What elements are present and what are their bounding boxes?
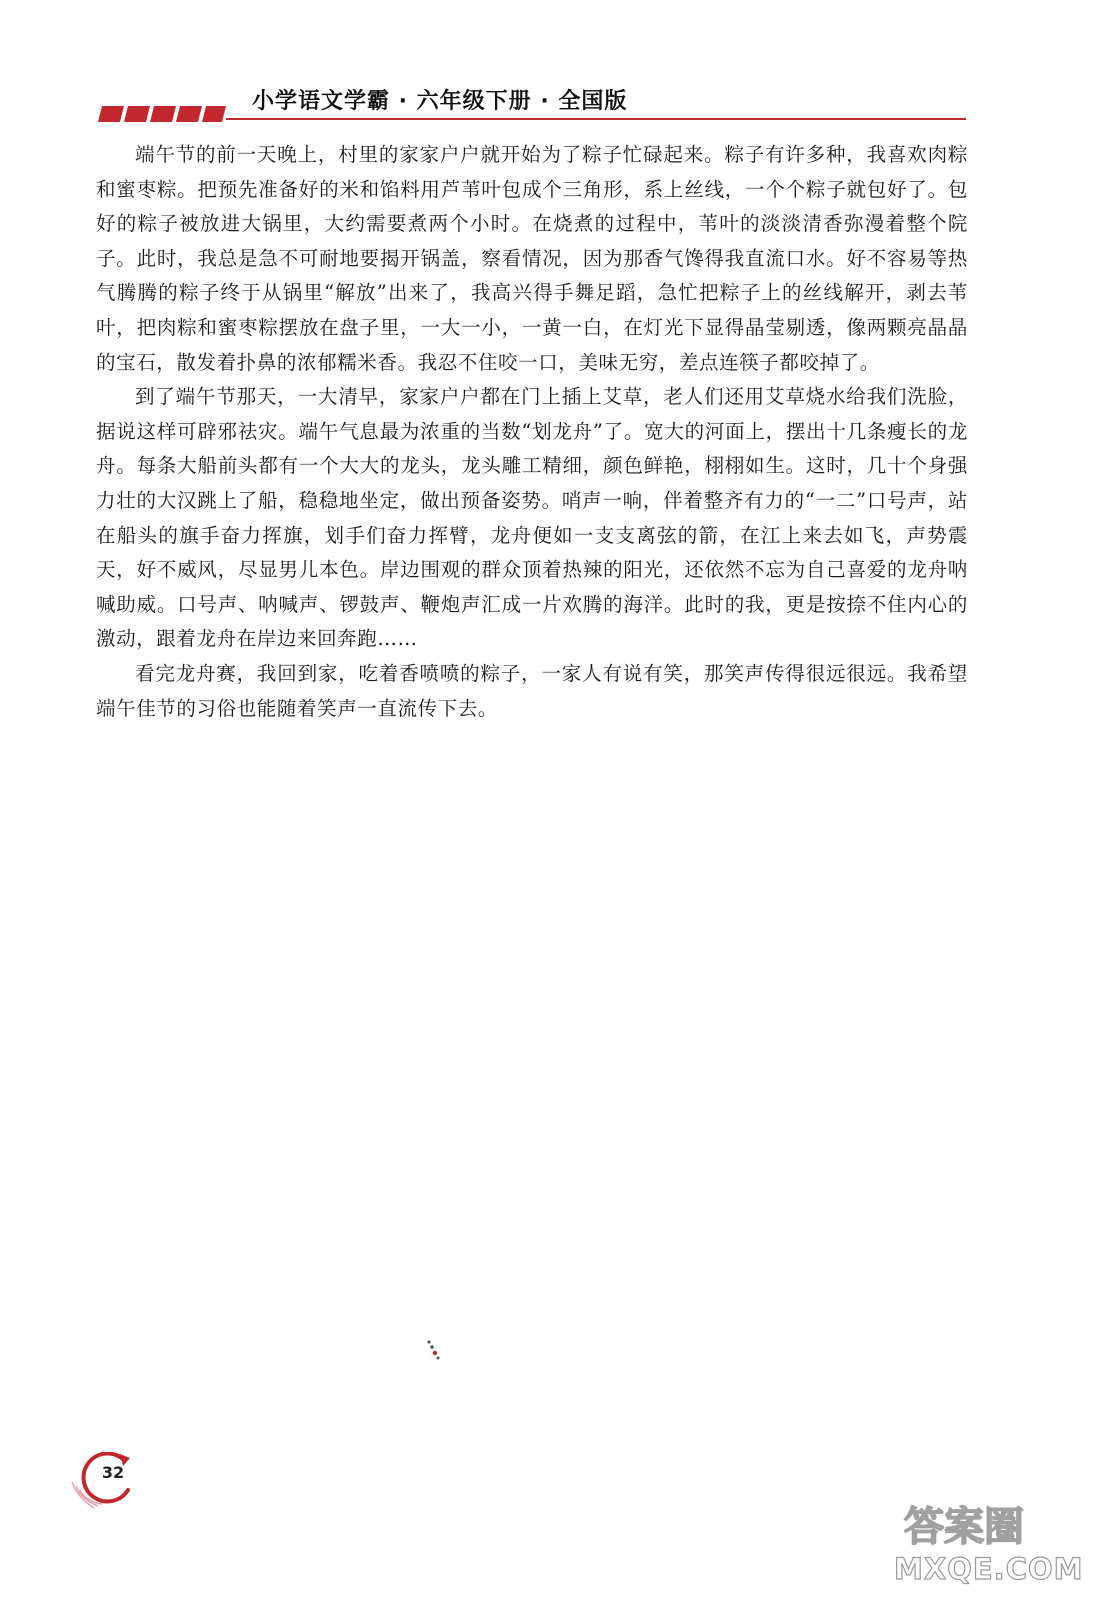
paragraph: 端午节的前一天晚上，村里的家家户户就开始为了粽子忙碌起来。粽子有许多种，我喜欢肉粽和蜜枣粽。把预先准备好的米和馅料用芦苇叶包成个三角形，系上丝线，一个个粽子就包好了。包好的粽子被放进大锅里，大约需要煮两个小时。在烧煮的过程中，苇叶的淡淡清香弥漫着整个院子。此时，我总是急不可耐地要揭开锅盖，察看情况，因为那香气馋得我直流口水。好不容易等热气腾腾的粽子终于从锅里“解放”出来了，我高兴得手舞足蹈，急忙把粽子上的丝线解开，剥去苇叶，把肉粽和蜜枣粽摆放在盘子里，一大一小，一黄一白，在灯光下显得晶莹剔透，像两颗亮晶晶的宝石，散发着扑鼻的浓郁糯米香。我忍不住咬一口，美味无穷，差点连筷子都咬掉了。	[96, 143, 968, 374]
header-divider	[226, 118, 966, 120]
watermark-logo-icon	[900, 1500, 1080, 1548]
ink-speck	[426, 1339, 440, 1361]
watermark-logo-text: 答案圈	[904, 1504, 1024, 1548]
book-title: 小学语文学霸 · 六年级下册 · 全国版	[252, 89, 628, 114]
header-stripes-decoration	[98, 104, 228, 124]
paragraph: 看完龙舟赛，我回到家，吃着香喷喷的粽子，一家人有说有笑，那笑声传得很远很远。我希望端午佳节的习俗也能随着笑声一直流传下去。	[96, 661, 968, 720]
article-body	[96, 138, 968, 726]
page-header	[0, 0, 1095, 130]
watermark-url: MXQE.COM	[894, 1552, 1084, 1586]
page-number: 32	[101, 1463, 125, 1482]
paragraph: 到了端午节那天，一大清早，家家户户都在门上插上艾草，老人们还用艾草烧水给我们洗脸，据说这样可辟邪祛灾。端午气息最为浓重的当数“划龙舟”了。宽大的河面上，摆出十几条瘦长的龙舟。每条大船前头都有一个大大的龙头，龙头雕工精细，颜色鲜艳，栩栩如生。这时，几十个身强力壮的大汉跳上了船，稳稳地坐定，做出预备姿势。哨声一响，伴着整齐有力的“一二”口号声，站在船头的旗手奋力挥旗，划手们奋力挥臂，龙舟便如一支支离弦的箭，在江上来去如飞，声势震天，好不威风，尽显男儿本色。岸边围观的群众顶着热辣的阳光，还依然不忘为自己喜爱的龙舟呐喊助威。口号声、呐喊声、锣鼓声、鞭炮声汇成一片欢腾的海洋。此时的我，更是按捺不住内心的激动，跟着龙舟在岸边来回奔跑……	[96, 385, 968, 651]
page-number-circle-icon	[68, 1452, 140, 1512]
